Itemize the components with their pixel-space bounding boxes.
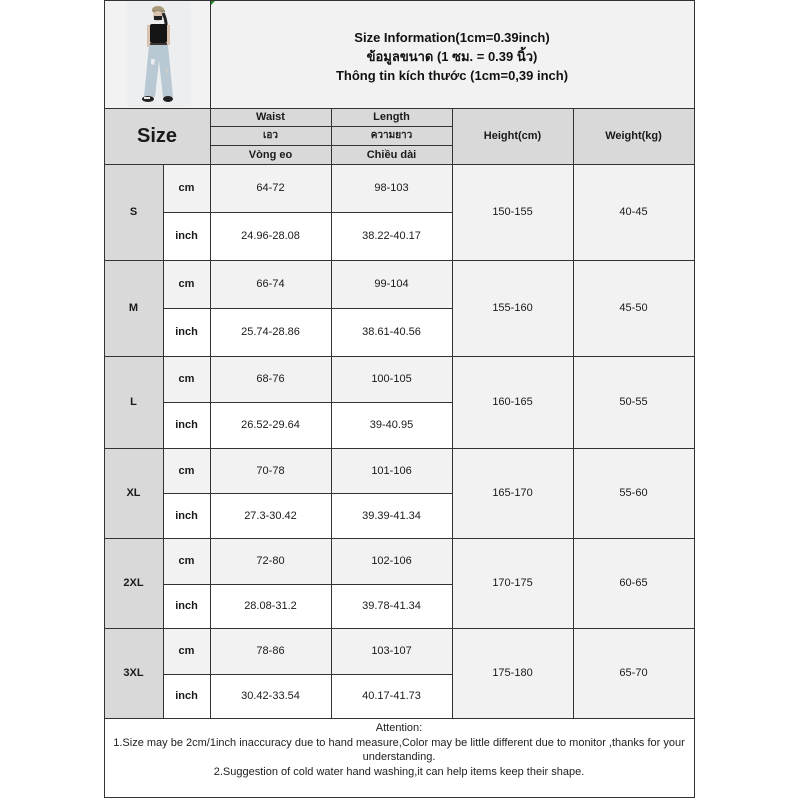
height-value: 175-180	[452, 628, 573, 718]
waist-inch: 25.74-28.86	[210, 308, 331, 356]
waist-inch: 27.3-30.42	[210, 493, 331, 538]
waist-cm: 72-80	[210, 538, 331, 584]
length-inch: 39.78-41.34	[331, 584, 452, 628]
grid-line	[331, 108, 332, 164]
grid-line	[163, 584, 452, 585]
grid-line	[163, 493, 452, 494]
unit-cm: cm	[163, 260, 210, 308]
waist-cm: 64-72	[210, 164, 331, 212]
length-header-en: Length	[331, 108, 452, 126]
length-header-th: ความยาว	[331, 126, 452, 145]
waist-cm: 70-78	[210, 448, 331, 493]
height-value: 155-160	[452, 260, 573, 356]
weight-value: 50-55	[573, 356, 694, 448]
waist-cm: 66-74	[210, 260, 331, 308]
length-cm: 102-106	[331, 538, 452, 584]
unit-cm: cm	[163, 628, 210, 674]
waist-header-vi: Vòng eo	[210, 145, 331, 164]
grid-line	[104, 718, 695, 719]
photo-cell	[104, 0, 210, 108]
attention-line-1: 1.Size may be 2cm/1inch inaccuracy due to hand measure,Color may be little different due to monitor ,thanks for your understanding.	[113, 736, 685, 763]
grid-line	[210, 164, 211, 718]
weight-header: Weight(kg)	[573, 108, 694, 164]
grid-line	[163, 212, 452, 213]
size-header-label: Size	[136, 124, 178, 147]
unit-cm: cm	[163, 356, 210, 402]
unit-inch: inch	[163, 493, 210, 538]
grid-line	[331, 164, 332, 718]
unit-cm: cm	[163, 448, 210, 493]
unit-cm: cm	[163, 538, 210, 584]
height-value: 160-165	[452, 356, 573, 448]
grid-line	[104, 797, 695, 798]
length-cm: 100-105	[331, 356, 452, 402]
waist-header-th: เอว	[210, 126, 331, 145]
grid-line	[210, 126, 452, 127]
grid-line	[452, 108, 453, 164]
size-header	[104, 108, 210, 164]
length-cm: 101-106	[331, 448, 452, 493]
size-label: XL	[104, 448, 163, 538]
height-value: 150-155	[452, 164, 573, 260]
unit-inch: inch	[163, 212, 210, 260]
unit-inch: inch	[163, 308, 210, 356]
weight-value: 45-50	[573, 260, 694, 356]
grid-line	[104, 448, 695, 449]
unit-inch: inch	[163, 402, 210, 448]
attention-heading: Attention:	[375, 722, 423, 734]
title-vietnamese: Thông tin kích thước (1cm=0,39 inch)	[335, 67, 569, 83]
unit-inch: inch	[163, 674, 210, 718]
length-inch: 40.17-41.73	[331, 674, 452, 718]
grid-line	[104, 538, 695, 539]
length-cm: 99-104	[331, 260, 452, 308]
size-label: L	[104, 356, 163, 448]
grid-line	[573, 164, 574, 718]
grid-line	[163, 308, 452, 309]
waist-cm: 78-86	[210, 628, 331, 674]
grid-line	[163, 674, 452, 675]
title-english: Size Information(1cm=0.39inch)	[354, 29, 550, 45]
grid-line	[694, 0, 695, 798]
waist-header-en: Waist	[210, 108, 331, 126]
length-cm: 103-107	[331, 628, 452, 674]
length-header-vi: Chiều dài	[331, 145, 452, 164]
waist-inch: 24.96-28.08	[210, 212, 331, 260]
grid-line	[210, 108, 211, 164]
grid-line	[210, 145, 452, 146]
waist-cm: 68-76	[210, 356, 331, 402]
height-value: 170-175	[452, 538, 573, 628]
grid-line	[104, 164, 695, 165]
grid-line	[104, 0, 105, 798]
waist-inch: 30.42-33.54	[210, 674, 331, 718]
unit-cm: cm	[163, 164, 210, 212]
title-cell	[210, 0, 694, 108]
size-label: S	[104, 164, 163, 260]
weight-value: 40-45	[573, 164, 694, 260]
weight-value: 60-65	[573, 538, 694, 628]
grid-line	[104, 356, 695, 357]
weight-value: 65-70	[573, 628, 694, 718]
length-cm: 98-103	[331, 164, 452, 212]
title-thai: ข้อมูลขนาด (1 ซม. = 0.39 นิ้ว)	[366, 48, 538, 64]
length-inch: 39-40.95	[331, 402, 452, 448]
length-inch: 38.61-40.56	[331, 308, 452, 356]
attention-line-2: 2.Suggestion of cold water hand washing,it can help items keep their shape.	[213, 765, 585, 778]
weight-value: 55-60	[573, 448, 694, 538]
length-inch: 38.22-40.17	[331, 212, 452, 260]
grid-line	[104, 260, 695, 261]
grid-line	[104, 108, 695, 109]
waist-inch: 26.52-29.64	[210, 402, 331, 448]
attention-note	[104, 718, 694, 798]
height-value: 165-170	[452, 448, 573, 538]
unit-inch: inch	[163, 584, 210, 628]
size-label: 2XL	[104, 538, 163, 628]
size-label: M	[104, 260, 163, 356]
grid-line	[104, 0, 695, 1]
size-label: 3XL	[104, 628, 163, 718]
grid-line	[210, 0, 211, 108]
grid-line	[104, 628, 695, 629]
grid-line	[573, 108, 574, 164]
waist-inch: 28.08-31.2	[210, 584, 331, 628]
height-header: Height(cm)	[452, 108, 573, 164]
grid-line	[163, 164, 164, 718]
grid-line	[452, 164, 453, 718]
grid-line	[163, 402, 452, 403]
length-inch: 39.39-41.34	[331, 493, 452, 538]
model-photo	[127, 1, 191, 107]
